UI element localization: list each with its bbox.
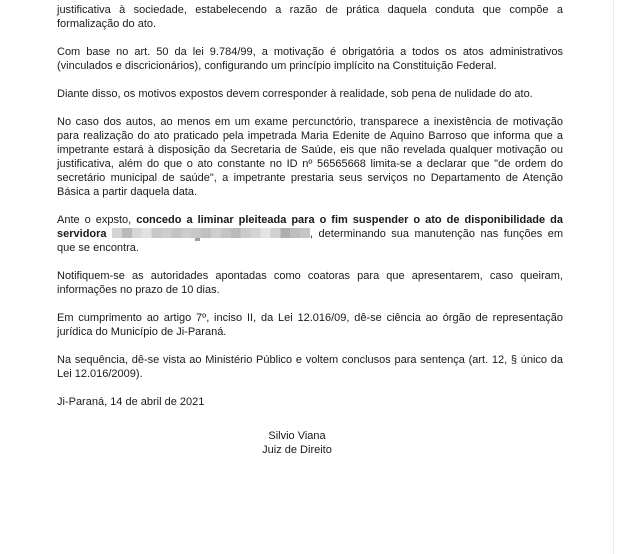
redacted-name bbox=[112, 228, 310, 238]
dateline: Ji-Paraná, 14 de abril de 2021 bbox=[57, 396, 205, 408]
signature-title: Juiz de Direito bbox=[262, 444, 332, 456]
paragraph-justificativa: justificativa à sociedade, estabelecendo a razão de prática daquela conduta que compõe a formalização do ato. bbox=[57, 4, 563, 30]
signature-name: Silvio Viana bbox=[268, 430, 326, 442]
decision-lead: Ante o expsto, bbox=[57, 214, 137, 226]
signature-block bbox=[44, 429, 550, 457]
paragraph-na-sequencia: Na sequência, dê-se vista ao Ministério Público e voltem conclusos para sentença (art. 12, § único da Lei 12.016/2009). bbox=[57, 354, 563, 380]
decision-tail: , determinando sua manutenção nas funções em que se encontra. bbox=[57, 228, 564, 254]
paragraph-no-caso-dos-autos: No caso dos autos, ao menos em um exame percunctório, transparece a inexistência de motivação para realização do ato praticado pela impetrada Maria Edenite de Aquino Barroso que informa que a impetrante estará à disposição da Secretaria de Saúde, eis que não revelada qualquer motivação ou justificativa, além do que o ato constante no ID nº 56565668 limita-se a declarar que "de ordem do secretário municipal de saúde", a impetrante prestaria seus serviços no Departamento de Atenção Básica a partir daquela data. bbox=[57, 116, 563, 198]
page-edge-line bbox=[613, 0, 614, 554]
decision-paragraph bbox=[57, 213, 563, 255]
decision-bold: concedo a liminar pleiteada para o fim suspender o ato de disponibilidade da servidora bbox=[57, 214, 563, 240]
document-body bbox=[57, 3, 563, 457]
paragraph-com-base: Com base no art. 50 da lei 9.784/99, a motivação é obrigatória a todos os atos administrativos (vinculados e discricionários), configurando um princípio implícito na Constituição Federal. bbox=[57, 46, 563, 72]
paragraph-diante-disso: Diante disso, os motivos expostos devem corresponder à realidade, sob pena de nulidade do ato. bbox=[57, 88, 533, 100]
paragraph-em-cumprimento: Em cumprimento ao artigo 7º, inciso II, da Lei 12.016/09, dê-se ciência ao órgão de representação jurídica do Município de Ji-Paraná. bbox=[57, 312, 563, 338]
paragraph-notifiquem-se: Notifiquem-se as autoridades apontadas como coatoras para que apresentarem, caso queiram, informações no prazo de 10 dias. bbox=[57, 270, 563, 296]
